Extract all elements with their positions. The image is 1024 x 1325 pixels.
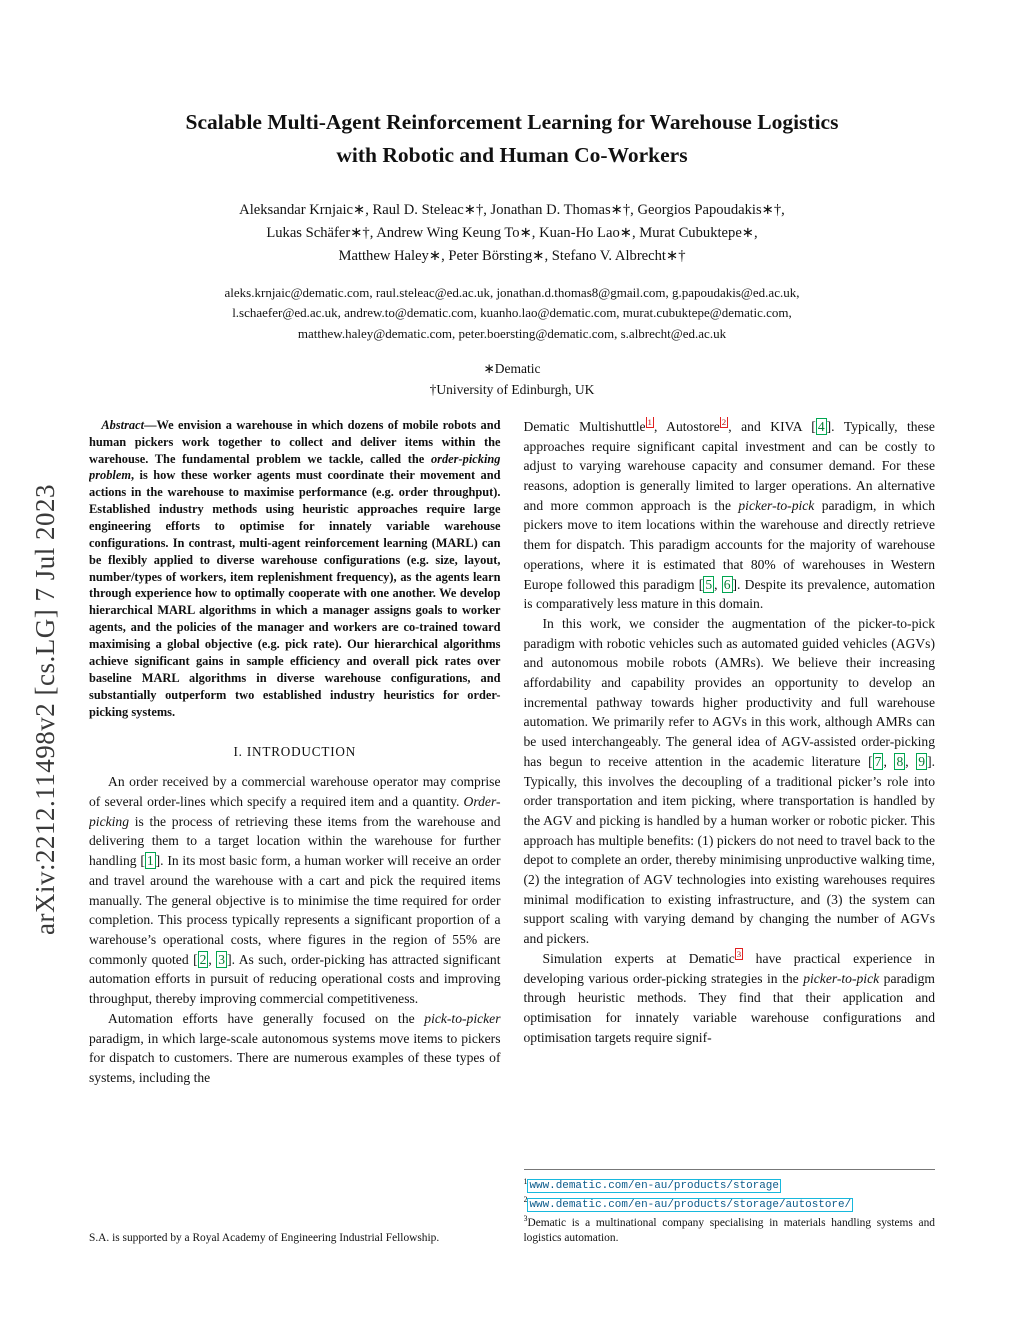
paper-header [0, 0, 1024, 401]
right-column [524, 417, 936, 1247]
text-segment: ]. Typically, this involves the decoupling of a traditional picker’s role into order transportation and item picking, where transportation is handled by the AGV and picking is handled by a human worker or robotic picker. This approach has multiple benefits: (1) pickers do not need to travel back to the depot to complete an order, thereby minimising unproductive walking time, (2) the integration of AGV technologies into existing warehouses requires minimal modification to existing infrastructure, and (3) the system can support scaling with varying demand by changing the number of AGVs and pickers. [523, 753, 935, 947]
text-segment: have practical experience in developing various order-picking strategies in the [523, 950, 935, 986]
footnote-link-2[interactable]: www.dematic.com/en-au/products/storage/autostore/ [529, 1198, 852, 1211]
text-segment: , [883, 753, 895, 769]
text-segment: Dematic Multishuttle [523, 418, 646, 434]
text-segment: paradigm, in which pickers move to item locations within the warehouse and directly retrieve them for dispatch. This paradigm accounts for the majority of warehouse operations, where it is estimated that 80% of warehouses in Western Europe followed this paradigm [ [523, 497, 935, 592]
text-segment: order-picking problem [89, 451, 501, 483]
text-segment: paradigm, in which large-scale autonomous systems move items to pickers for dispatch to customers. There are numerous examples of these types of systems, including the [89, 1030, 501, 1085]
email-line-3: matthew.haley@dematic.com, peter.boersting@dematic.com, s.albrecht@ed.ac.uk [297, 326, 727, 342]
footnote-ref-1[interactable]: 1 [647, 417, 652, 428]
text-segment: , [208, 951, 217, 967]
title-line-2: with Robotic and Human Co-Workers [336, 143, 688, 168]
text-segment: pick-to-picker [424, 1010, 501, 1026]
citation-7[interactable]: 7 [874, 753, 882, 769]
title-line-1: Scalable Multi-Agent Reinforcement Learning for Warehouse Logistics [185, 110, 839, 134]
right-paragraph-1 [524, 417, 936, 614]
author-list [0, 199, 1024, 269]
text-segment: , is how these worker agents must coordinate their movement and actions in the warehouse to maximise performance (e.g. order throughput). Established industry methods using heuristic approaches require large engineering efforts to optimise for innately variable warehouse configurations. In contrast, multi-agent reinforcement learning (MARL) can be flexibly applied to diverse warehouse configurations (e.g. size, layout, number/types of workers, item replenishment frequency), as the agents learn through experience how to optimally cooperate with one another. We develop hierarchical MARL algorithms in which a manager assigns goals to worker agents, and the policies of the manager and workers are co-trained toward maximising a global objective (e.g. pick rate). Our hierarchical algorithms achieve significant gains in sample efficiency and overall pick rates over baseline MARL algorithms in diverse warehouse configurations, and substantially outperform two established industry heuristics for order-picking systems. [89, 468, 501, 719]
text-segment: In this work, we consider the augmentation of the picker-to-pick paradigm with robotic vehicles such as automated guided vehicles (AGVs) and autonomous mobile robots (AMRs). We believe their increasing affordability and capability provides an opportunity to develop an incremental pathway towards higher productivity and full warehouse automation. We primarily refer to AGVs in this work, although AMRs can be used interchangeably. The general idea of AGV-assisted order-picking has begun to receive attention in the academic literature [ [523, 615, 935, 769]
intro-paragraph-1 [89, 772, 501, 1008]
footnote-ref-2[interactable]: 2 [721, 417, 727, 428]
text-segment: 2 [523, 1195, 528, 1205]
text-segment: An order received by a commercial warehouse operator may comprise of several order-lines which specify a required item and a quantity. [89, 774, 501, 810]
text-segment: ]. Typically, these approaches require significant capital investment and can be costly to adjust to varying warehouse capacity and consumer demand. For these reasons, adoption is generally limited to larger operations. An alternative and more common approach is the [523, 418, 935, 513]
citation-8[interactable]: 8 [896, 753, 904, 769]
text-segment: Abstract [101, 417, 145, 432]
intro-paragraph-2 [89, 1009, 501, 1088]
text-segment: , [905, 753, 917, 769]
text-segment: Dematic is a multinational company specialising in materials handling systems and logistics automation. [523, 1216, 935, 1245]
citation-2[interactable]: 2 [199, 951, 207, 967]
text-segment: —We envision a warehouse in which dozens of mobile robots and human pickers work together to collect and deliver items within the warehouse. The fundamental problem we tackle, called the [89, 417, 501, 466]
text-segment: paradigm through heuristic methods. They find that their application and optimisation for innately variable warehouse configurations and optimisation targets require signif- [523, 970, 935, 1045]
right-paragraph-3 [524, 949, 936, 1048]
author-emails [0, 283, 1024, 345]
text-segment: 3 [523, 1213, 528, 1223]
text-segment: picker-to-pick [803, 970, 880, 986]
section-heading-introduction: I. INTRODUCTION [233, 744, 357, 760]
thanks-footnote-block [89, 1225, 501, 1247]
text-segment: is the process of retrieving these items from the warehouse and delivering them to a target location within the warehouse for further handling [ [89, 813, 501, 869]
paper-title [0, 106, 1024, 173]
left-column [89, 417, 501, 1247]
footnote-2 [524, 1194, 936, 1213]
author-line-3: Matthew Haley∗, Peter Börsting∗, Stefano V. Albrecht∗† [338, 248, 686, 265]
text-segment: picker-to-pick [738, 497, 815, 513]
author-line-2: Lukas Schäfer∗†, Andrew Wing Keung To∗, Kuan-Ho Lao∗, Murat Cubuktepe∗, [266, 224, 758, 241]
text-segment: Automation efforts have generally focused on the [108, 1010, 425, 1026]
citation-9[interactable]: 9 [918, 753, 926, 769]
citation-3[interactable]: 3 [218, 951, 226, 967]
footnote-link-1[interactable]: www.dematic.com/en-au/products/storage [529, 1180, 779, 1193]
footnotes-block [524, 1169, 936, 1247]
two-column-body [0, 417, 1024, 1247]
citation-6[interactable]: 6 [723, 576, 731, 592]
text-segment: Order-picking [89, 794, 501, 829]
footnote-3 [524, 1213, 936, 1247]
text-segment: , Autostore [653, 418, 720, 434]
footnote-1 [524, 1176, 936, 1195]
arxiv-watermark: arXiv:2212.11498v2 [cs.LG] 7 Jul 2023 [30, 484, 60, 935]
right-paragraph-2 [524, 614, 936, 949]
footnote-ref-3[interactable]: 3 [736, 949, 742, 960]
author-line-1: Aleksandar Krnjaic∗, Raul D. Steleac∗†, Jonathan D. Thomas∗†, Georgios Papoudakis∗†, [239, 201, 785, 218]
text-segment: ]. As such, order-picking has attracted significant automation efforts in pursuit of reducing operational costs and improving throughput, thereby improving commercial competitiveness. [89, 951, 501, 1007]
text-segment: , and KIVA [ [728, 418, 816, 434]
affiliations [0, 359, 1024, 401]
text-segment: 1 [523, 1176, 528, 1186]
text-segment: Simulation experts at Dematic [542, 950, 735, 966]
affiliation-edinburgh: †University of Edinburgh, UK [429, 381, 595, 397]
abstract [89, 417, 501, 720]
email-line-2: l.schaefer@ed.ac.uk, andrew.to@dematic.com, kuanho.lao@dematic.com, murat.cubuktepe@dematic.com, [232, 305, 792, 321]
text-segment: ]. In its most basic form, a human worker will receive an order and travel around the warehouse with a cart and pick the required items manually. The general objective is to minimise the time required for order completion. This process typically represents a significant proportion of a warehouse’s operational costs, where figures in the region of 55% are commonly quoted [ [89, 853, 501, 967]
affiliation-dematic: ∗Dematic [483, 361, 541, 377]
citation-1[interactable]: 1 [146, 853, 154, 869]
text-segment: , [714, 576, 722, 592]
citation-4[interactable]: 4 [817, 418, 825, 434]
citation-5[interactable]: 5 [705, 576, 713, 592]
thanks-footnote: S.A. is supported by a Royal Academy of Engineering Industrial Fellowship. [89, 1232, 440, 1245]
text-segment: ]. Despite its prevalence, automation is comparatively less mature in this domain. [523, 576, 935, 612]
email-line-1: aleks.krnjaic@dematic.com, raul.steleac@ed.ac.uk, jonathan.d.thomas8@gmail.com, g.papoudakis@ed.ac.uk, [224, 284, 800, 300]
